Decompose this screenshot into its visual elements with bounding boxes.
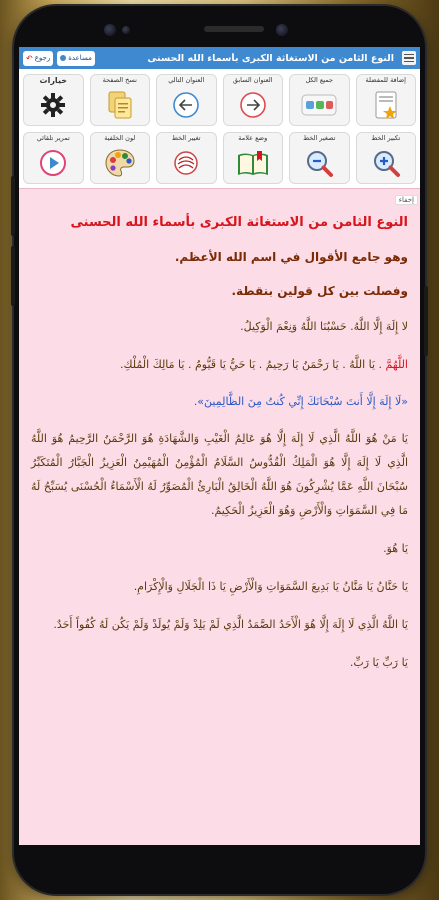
tool-label: العنوان السابق: [232, 76, 273, 84]
paragraph-1: لا إِلَهَ إِلَّا اللَّهُ. حَسْبُنَا اللَّهُ وَنِعْمَ الْوَكِيلُ.: [240, 320, 408, 333]
help-icon: [60, 55, 66, 61]
reading-content[interactable]: [19, 199, 420, 845]
collect-all-button[interactable]: [289, 74, 350, 126]
tool-label: تكبير الخط: [371, 134, 401, 142]
tool-label: وضع علامة: [238, 134, 268, 142]
earpiece-speaker: [204, 26, 264, 32]
paragraph-2-rest: . يَا اللَّهُ . يَا رَحْمَنُ يَا رَحِيمُ . يَا حَيُّ يَا قَيُّومُ . يَا مَالِكَ الْمُلْكِ.: [120, 358, 386, 371]
back-label: رجوع: [34, 54, 51, 62]
content-subheading-2: وفصلت بين كل قولين بنقطة.: [231, 284, 408, 298]
hide-toolbar-button[interactable]: إخفاء: [395, 195, 418, 205]
bookmark-button[interactable]: [223, 132, 284, 184]
tool-label: نسخ الصفحة: [102, 76, 137, 84]
paragraph-7: يَا اللَّهُ الَّذِي لَا إِلَهَ إِلَّا هُوَ الْأَحَدُ الصَّمَدُ الَّذِي لَمْ يَلِدْ وَلَمْ يُولَدْ وَلَمْ يَكُن لَهُ كُفُواً أَحَدٌ.: [53, 618, 408, 631]
paragraph-4: يَا مَنْ هُوَ اللَّهُ الَّذِي لَا إِلَهَ إِلَّا هُوَ عَالِمُ الْغَيْبِ وَالشَّهَادَةِ هُوَ الرَّحْمَنُ الرَّحِيمُ هُوَ اللَّهُ الَّذِي لَا إِلَهَ إِلَّا هُوَ الْمَلِكُ الْقُدُّوسُ السَّلَامُ الْمُؤْمِنُ الْمُهَيْمِنُ الْعَزِيزُ الْجَبَّارُ الْمُتَكَبِّرُ سُبْحَانَ اللَّهِ عَمَّا يُشْرِكُونَ هُوَ اللَّهُ الْخَالِقُ الْبَارِئُ الْمُصَوِّرُ لَهُ الْأَسْمَاءُ الْحُسْنَى يُسَبِّحُ لَهُ مَا فِي السَّمَوَاتِ وَالْأَرْضِ وَهُوَ الْعَزِيزُ الْحَكِيمُ.: [31, 432, 408, 517]
font-change-icon: [172, 143, 200, 183]
autoscroll-icon: [38, 143, 68, 183]
content-heading: النوع الثامن من الاستغاثة الكبرى بأسماء الله الحسنى: [70, 215, 408, 230]
zoom-in-icon: [371, 143, 401, 183]
copy-icon: [107, 85, 133, 125]
app-screen: [19, 47, 420, 845]
volume-button-2: [11, 246, 15, 306]
paragraph-2: [31, 353, 408, 377]
content-subheading-1: وهو جامع الأقوال في اسم الله الأعظم.: [174, 250, 408, 264]
zoom-out-icon: [304, 143, 334, 183]
tool-label: تصغير الخط: [303, 134, 336, 142]
back-button[interactable]: [23, 51, 53, 66]
front-camera-icon: [104, 24, 116, 36]
help-button[interactable]: [57, 51, 95, 66]
tool-label: تمرير تلقائي: [36, 134, 70, 142]
toolbar: [19, 69, 420, 189]
bookmark-icon: [236, 143, 270, 183]
background-color-button[interactable]: [90, 132, 151, 184]
zoom-in-font-button[interactable]: [356, 132, 417, 184]
tool-label: العنوان التالي: [168, 76, 205, 84]
auto-scroll-button[interactable]: [23, 132, 84, 184]
paragraph-6: يَا حَنَّانُ يَا مَنَّانُ يَا بَدِيعَ السَّمَوَاتِ وَالْأَرْضِ يَا ذَا الْجَلَالِ وَالْإِكْرَامِ.: [133, 580, 408, 593]
tool-label: خيارات: [39, 76, 67, 85]
quran-verse: «لَا إِلَهَ إِلَّا أَنتَ سُبْحَانَكَ إِنِّي كُنتُ مِنَ الظَّالِمِينَ».: [193, 395, 408, 408]
page-title: النوع الثامن من الاستغاثة الكبرى بأسماء الله الحسنى: [147, 52, 394, 64]
paragraph-8: يَا رَبِّ يَا رَبِّ.: [349, 656, 408, 669]
power-button: [424, 286, 428, 356]
back-arrow-icon: ↶: [26, 53, 33, 63]
tool-label: لون الخلفية: [104, 134, 136, 142]
gear-icon: [40, 85, 66, 125]
previous-title-button[interactable]: [223, 74, 284, 126]
sensor-icon: [122, 26, 130, 34]
copy-page-button[interactable]: [90, 74, 151, 126]
tool-label: إضافة للمفضلة: [365, 76, 406, 84]
tool-label: جميع الكل: [305, 76, 334, 84]
menu-icon[interactable]: [402, 51, 416, 65]
tool-label: تغيير الخط: [171, 134, 201, 142]
paragraph-2-red: اللَّهُمَّ: [385, 358, 408, 371]
next-title-button[interactable]: [156, 74, 217, 126]
front-camera-2-icon: [276, 24, 288, 36]
help-label: مساعدة: [68, 54, 92, 62]
title-bar: [19, 47, 420, 69]
multi-icon: [300, 85, 338, 125]
arrow-left-icon: [172, 85, 200, 125]
favorites-icon: [372, 85, 400, 125]
zoom-out-font-button[interactable]: [289, 132, 350, 184]
arrow-right-icon: [239, 85, 267, 125]
palette-icon: [104, 143, 136, 183]
paragraph-5: يَا هُوَ.: [383, 542, 408, 555]
options-button[interactable]: [23, 74, 84, 126]
volume-button: [11, 176, 15, 236]
change-font-button[interactable]: [156, 132, 217, 184]
add-to-favorites-button[interactable]: [356, 74, 417, 126]
